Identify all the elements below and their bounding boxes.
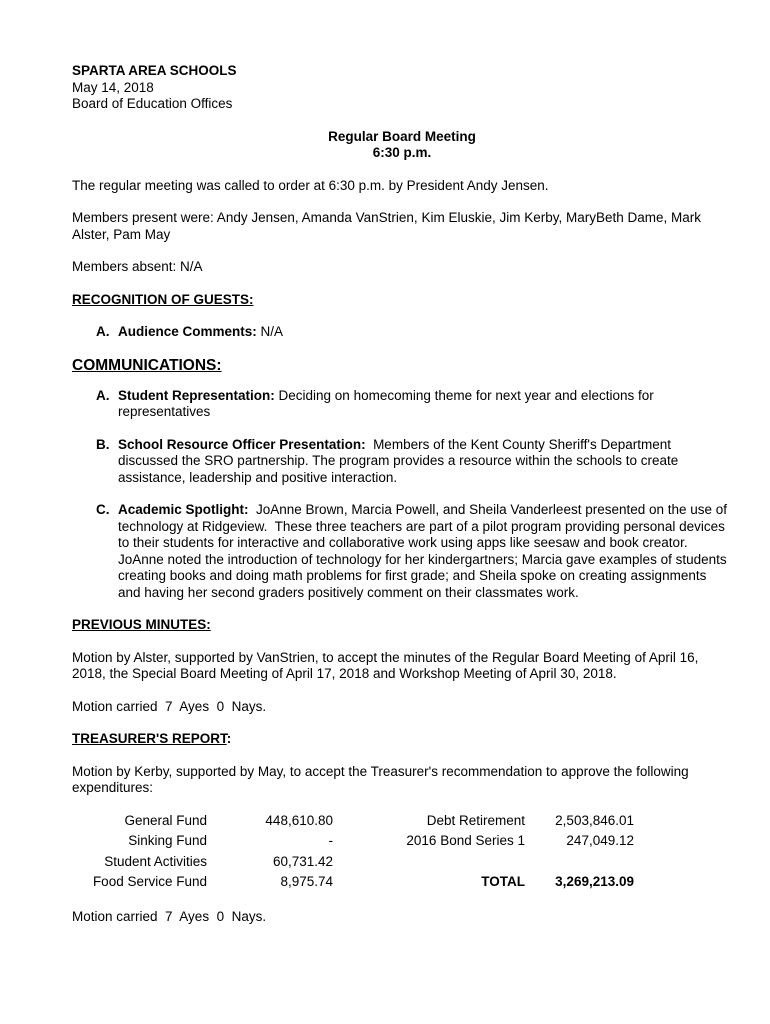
item-text: Deciding on homecoming theme for next year and elections for representatives (118, 387, 654, 419)
meeting-time: 6:30 p.m. (372, 145, 432, 160)
communications-heading: COMMUNICATIONS: (72, 356, 222, 374)
fund-label: Debt Retirement (426, 812, 525, 828)
called-to-order: The regular meeting was called to order at 6:30 p.m. by President Andy Jensen. (72, 177, 549, 193)
item-text: Members of the Kent County Sheriff's Department discussed the SRO partnership. The program provides a resource within the schools to create assistance, leadership and positive interaction. (118, 436, 683, 485)
fund-amount: 8,975.74 (280, 874, 333, 889)
guests-heading: RECOGNITION OF GUESTS: (72, 291, 254, 307)
members-absent: Members absent: N/A (72, 259, 203, 274)
table-row (72, 813, 634, 834)
fund-amount: - (328, 833, 333, 848)
fund-label (333, 854, 525, 875)
total-amount: 3,269,213.09 (555, 874, 634, 889)
members-present: Members present were: Andy Jensen, Amanda VanStrien, Kim Eluskie, Jim Kerby, MaryBeth Dame, Mark Alster, Pam May (72, 210, 702, 242)
table-row (72, 854, 634, 875)
treasurer-heading-text: TREASURER'S REPORT (72, 731, 227, 746)
treasurer-result: Motion carried 7 Ayes 0 Nays. (72, 908, 267, 924)
meeting-title: Regular Board Meeting (328, 128, 476, 144)
item-text: JoAnne Brown, Marcia Powell, and Sheila Vanderleest presented on the use of technology at Ridgeview. These three teachers are part of a pilot program providing personal devices to their students for interactive and collaborative work using apps like seesaw and book creator. JoAnne noted the introduction of technology for her kindergartners; Marcia gave examples of students creating books and doing math problems for first grade; and Sheila spoke on creating assignments and having her second graders positively comment on their classmates work. (118, 502, 731, 600)
item-label: Audience Comments: (118, 324, 257, 339)
expenditures-table (72, 813, 634, 895)
guests-item (72, 324, 732, 341)
list-letter: A. (96, 387, 110, 403)
item-label: Student Representation: (118, 387, 275, 403)
item-label: Academic Spotlight: (118, 502, 249, 517)
communication-item-c (72, 502, 732, 601)
fund-label: Student Activities (104, 853, 207, 869)
treasurer-heading (72, 731, 732, 748)
previous-minutes-result: Motion carried 7 Ayes 0 Nays. (72, 698, 267, 714)
fund-amount (525, 854, 634, 875)
fund-amount: 448,610.80 (265, 812, 333, 828)
previous-minutes-heading: PREVIOUS MINUTES: (72, 617, 211, 632)
fund-label: Food Service Fund (92, 874, 207, 889)
table-row (72, 874, 634, 895)
minutes-document (72, 63, 732, 925)
communication-item-b (72, 437, 732, 487)
fund-amount: 60,731.42 (272, 853, 333, 869)
org-name: SPARTA AREA SCHOOLS (72, 63, 237, 78)
previous-minutes-motion: Motion by Alster, supported by VanStrien, to accept the minutes of the Regular Board Meeting of April 16, 2018, the Special Board Meeting of April 17, 2018 and Workshop Meeting of April 30, 2018. (72, 649, 699, 681)
meeting-date: May 14, 2018 (72, 79, 154, 95)
treasurer-heading-colon: : (226, 731, 232, 746)
item-text: N/A (256, 324, 284, 339)
total-label: TOTAL (481, 874, 525, 889)
list-letter: B. (96, 436, 110, 452)
fund-label: 2016 Bond Series 1 (406, 833, 525, 848)
fund-label: General Fund (124, 812, 207, 828)
meeting-location: Board of Education Offices (72, 96, 233, 111)
table-row (72, 833, 634, 854)
fund-label: Sinking Fund (128, 833, 207, 848)
treasurer-motion: Motion by Kerby, supported by May, to accept the Treasurer's recommendation to approve the following expenditures: (72, 763, 689, 795)
list-letter: A. (96, 324, 110, 339)
fund-amount: 247,049.12 (566, 833, 634, 848)
fund-amount: 2,503,846.01 (555, 812, 634, 828)
item-label: School Resource Officer Presentation: (118, 436, 366, 452)
communication-item-a (72, 388, 732, 421)
list-letter: C. (96, 502, 110, 517)
